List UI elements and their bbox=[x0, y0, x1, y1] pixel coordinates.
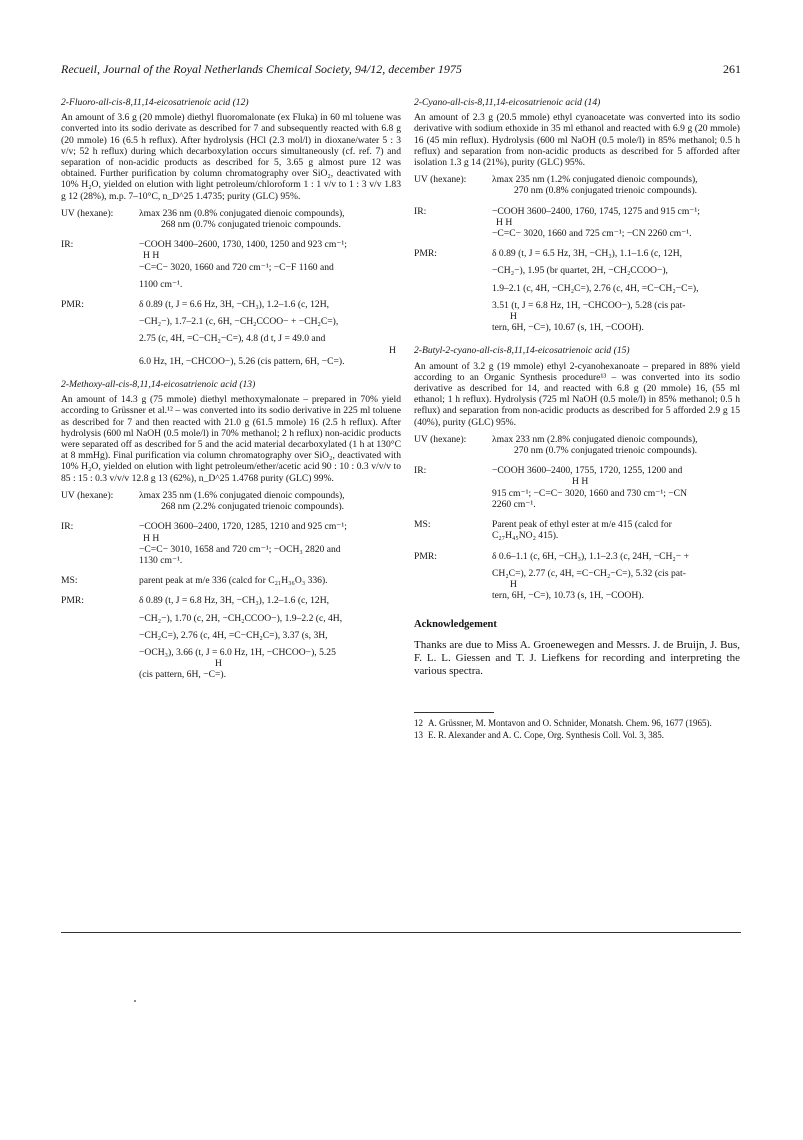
footnote-text: E. R. Alexander and A. C. Cope, Org. Synthesis Coll. Vol. 3, 385. bbox=[428, 729, 665, 740]
ir-line: −COOH 3600–2400, 1760, 1745, 1275 and 915 cm⁻¹; bbox=[492, 205, 700, 217]
ms-label: MS: bbox=[61, 575, 78, 587]
uv-label: UV (hexane): bbox=[61, 207, 114, 219]
pmr-label: PMR: bbox=[414, 248, 437, 260]
ir-line: 915 cm⁻¹; −C=C− 3020, 1660 and 730 cm⁻¹; −CN bbox=[492, 487, 688, 499]
ir-line: −COOH 3600–2400, 1720, 1285, 1210 and 925 cm⁻¹; bbox=[139, 521, 347, 533]
pmr-label: PMR: bbox=[414, 550, 437, 562]
ir-line: −COOH 3400–2600, 1730, 1400, 1250 and 923 cm⁻¹; bbox=[139, 239, 347, 251]
section-title: 2-Cyano-all-cis-8,11,14-eicosatrienoic acid (14) bbox=[414, 97, 601, 108]
pmr-line: 3.51 (t, J = 6.8 Hz, 1H, −CHCOO−), 5.28 (cis pat- bbox=[492, 299, 686, 311]
footnote-number: 12 bbox=[414, 717, 423, 728]
section-compound-15 bbox=[414, 345, 740, 601]
ir-line: H H bbox=[496, 216, 513, 228]
procedure-text: An amount of 3.2 g (19 mmole) ethyl 2-cyanohexanoate – prepared in 88% yield according to an Organic Synthesis procedure¹³ – was converted into its sodio derivative as described for 14, and reacted with 6.8 g (20 mmole) 16, (55 ml ethanol; 1 h reflux). Hydrolysis (725 ml NaOH (0.5 mole/l) in 85% methanol; 0.5 h reflux) and separation from non-acidic products as described for 5 afforded 2.9 g 15 (40%), purity (GLC) 95%. bbox=[414, 360, 740, 428]
footnote-divider bbox=[414, 712, 494, 713]
pmr-line: H bbox=[215, 658, 222, 670]
pmr-row bbox=[414, 551, 740, 602]
uv-label: UV (hexane): bbox=[414, 433, 467, 445]
ir-label: IR: bbox=[414, 205, 427, 217]
pmr-line: −OCH₃), 3.66 (t, J = 6.0 Hz, 1H, −CHCOO−), 5.25 bbox=[139, 646, 336, 658]
ir-label: IR: bbox=[414, 465, 427, 477]
uv-line: 270 nm (0.7% conjugated trienoic compounds). bbox=[514, 445, 698, 457]
pmr-line: −CH₂−), 1.7–2.1 (c, 6H, −CH₂CCOO− + −CH₂C=), bbox=[139, 316, 339, 328]
pmr-line: −CH₂−), 1.70 (c, 2H, −CH₂CCOO−), 1.9–2.2 (c, 4H, bbox=[139, 612, 343, 624]
pmr-line: H bbox=[389, 344, 396, 356]
section-compound-13 bbox=[61, 379, 401, 680]
procedure-text: An amount of 14.3 g (75 mmole) diethyl methoxymalonate – prepared in 70% yield according to Grüssner et al.¹² – was converted into its sodio derivative in 225 ml toluene as described for 7 and then reacted with 21.0 g (61.5 mmole) 16 (2.5 h reflux). After hydrolysis (600 ml NaOH (0.5 mole/l) in 70% methanol; 2 h reflux) non-acidic products were separated off as described for 5 and the acid material decarboxylated (1 h at 130°C at 8 mmHg). Final purification via column chromatography over SiO₂, deactivated with 10% H₂O, yielded on elution with light petroleum/ether/acetic acid 90 : 10 : 0.3 v/v/v to 85 : 15 : 0.3 v/v/v 12.8 g 13 (62%), n_D^25 1.4768 purity (GLC) 99%. bbox=[61, 394, 401, 484]
ms-line: Parent peak of ethyl ester at m/e 415 (calcd for bbox=[492, 519, 672, 531]
ms-row bbox=[61, 575, 401, 586]
ms-line: parent peak at m/e 336 (calcd for C₂₁H₃₆O₃ 336). bbox=[139, 575, 328, 587]
pmr-line: 6.0 Hz, 1H, −CHCOO−), 5.26 (cis pattern, 6H, −C=). bbox=[139, 355, 345, 367]
ms-label: MS: bbox=[414, 519, 431, 531]
ms-line: C₂₇H₄₅NO₂ 415). bbox=[492, 530, 559, 542]
left-column bbox=[61, 97, 401, 693]
uv-label: UV (hexane): bbox=[61, 489, 114, 501]
pmr-line: δ 0.89 (t, J = 6.5 Hz, 3H, −CH₃), 1.1–1.6 (c, 12H, bbox=[492, 248, 683, 260]
ir-line: −C=C− 3010, 1658 and 720 cm⁻¹; −OCH₃ 2820 and bbox=[139, 543, 341, 555]
section-title: 2-Fluoro-all-cis-8,11,14-eicosatrienoic acid (12) bbox=[61, 97, 249, 108]
footnote bbox=[414, 718, 740, 729]
page-bottom-rule bbox=[61, 932, 741, 933]
footnote-number: 13 bbox=[414, 729, 423, 740]
right-column bbox=[414, 97, 740, 742]
pmr-row bbox=[414, 248, 740, 333]
uv-row bbox=[414, 174, 740, 196]
page-header bbox=[61, 62, 741, 78]
section-compound-14 bbox=[414, 97, 740, 333]
pmr-label: PMR: bbox=[61, 595, 84, 607]
pmr-row bbox=[61, 299, 401, 367]
procedure-text: An amount of 2.3 g (20.5 mmole) ethyl cyanoacetate was converted into its sodio derivative with sodium ethoxide in 35 ml ethanol and reacted with 6.9 g (20 mmole) 16 (45 min reflux). Hydrolysis (600 ml NaOH (0.5 mole/l) in 85% methanol; 0.5 h reflux) and separation from non-acidic products as described for 5 afforded after isolation 1.3 g 14 (21%), purity (GLC) 95%. bbox=[414, 112, 740, 169]
journal-title: Recueil, Journal of the Royal Netherlands Chemical Society, 94/12, december 1975 bbox=[61, 62, 462, 76]
acknowledgement-title: Acknowledgement bbox=[414, 619, 497, 631]
ir-line: H H bbox=[143, 532, 160, 544]
ir-line: H H bbox=[572, 476, 589, 488]
pmr-label: PMR: bbox=[61, 299, 84, 311]
uv-line: λmax 233 nm (2.8% conjugated dienoic compounds), bbox=[492, 433, 698, 445]
ir-line: −C=C− 3020, 1660 and 725 cm⁻¹; −CN 2260 cm⁻¹. bbox=[492, 228, 692, 240]
pmr-line: (cis pattern, 6H, −C=). bbox=[139, 669, 227, 681]
uv-line: 270 nm (0.8% conjugated trienoic compounds). bbox=[514, 185, 698, 197]
page-number: 261 bbox=[723, 62, 741, 76]
uv-row bbox=[61, 208, 401, 230]
ir-row bbox=[61, 521, 401, 566]
ms-row bbox=[414, 519, 740, 541]
pmr-line: δ 0.6–1.1 (c, 6H, −CH₃), 1.1–2.3 (c, 24H, −CH₂− + bbox=[492, 550, 689, 562]
uv-row bbox=[61, 490, 401, 512]
uv-row bbox=[414, 434, 740, 456]
pmr-line: CH₂C=), 2.77 (c, 4H, =C−CH₂−C=), 5.32 (cis pat- bbox=[492, 567, 686, 579]
section-compound-12 bbox=[61, 97, 401, 367]
uv-line: λmax 235 nm (1.2% conjugated dienoic compounds), bbox=[492, 174, 698, 186]
pmr-line: 1.9–2.1 (c, 4H, −CH₂C=), 2.76 (c, 4H, =C−CH₂−C=), bbox=[492, 282, 699, 294]
spectral-data bbox=[414, 434, 740, 601]
ir-label: IR: bbox=[61, 239, 74, 251]
pmr-line: δ 0.89 (t, J = 6.6 Hz, 3H, −CH₃), 1.2–1.6 (c, 12H, bbox=[139, 299, 330, 311]
pmr-line: H bbox=[510, 578, 517, 590]
spectral-data bbox=[414, 174, 740, 333]
acknowledgement-text: Thanks are due to Miss A. Groenewegen and Messrs. J. de Bruijn, J. Bus, F. L. L. Giessen and T. J. Liefkens for recording and interpreting the various spectra. bbox=[414, 638, 740, 677]
uv-line: λmax 235 nm (1.6% conjugated dienoic compounds), bbox=[139, 489, 345, 501]
pmr-line: 2.75 (c, 4H, =C−CH₂−C=), 4.8 (d t, J = 49.0 and bbox=[139, 333, 326, 345]
uv-line: λmax 236 nm (0.8% conjugated dienoic compounds), bbox=[139, 207, 345, 219]
spectral-data bbox=[61, 208, 401, 367]
section-title: 2-Butyl-2-cyano-all-cis-8,11,14-eicosatrienoic acid (15) bbox=[414, 345, 630, 357]
ir-row bbox=[414, 465, 740, 510]
footnote bbox=[414, 730, 740, 741]
uv-label: UV (hexane): bbox=[414, 174, 467, 186]
pmr-row bbox=[61, 595, 401, 680]
ir-line: −COOH 3600–2400, 1755, 1720, 1255, 1200 and bbox=[492, 465, 683, 477]
spectral-data bbox=[61, 490, 401, 681]
acknowledgement-section bbox=[414, 619, 740, 677]
ir-row bbox=[414, 206, 740, 240]
pmr-line: −CH₂C=), 2.76 (c, 4H, =C−CH₂C=), 3.37 (s, 3H, bbox=[139, 629, 328, 641]
pmr-line: tern, 6H, −C=), 10.73 (s, 1H, −COOH). bbox=[492, 590, 644, 602]
ir-line: 1100 cm⁻¹. bbox=[139, 278, 183, 290]
pmr-line: H bbox=[510, 311, 517, 323]
uv-line: 268 nm (0.7% conjugated trienoic compounds. bbox=[161, 219, 341, 231]
section-title: 2-Methoxy-all-cis-8,11,14-eicosatrienoic acid (13) bbox=[61, 379, 256, 391]
ir-label: IR: bbox=[61, 521, 74, 533]
pmr-line: −CH₂−), 1.95 (br quartet, 2H, −CH₂CCOO−), bbox=[492, 265, 668, 277]
ir-line: 1130 cm⁻¹. bbox=[139, 554, 183, 566]
ir-line: H H bbox=[143, 250, 160, 262]
ir-row bbox=[61, 239, 401, 290]
uv-line: 268 nm (2.2% conjugated trienoic compounds). bbox=[161, 501, 345, 513]
ir-line: −C=C− 3020, 1660 and 720 cm⁻¹; −C−F 1160 and bbox=[139, 261, 334, 273]
pmr-line: δ 0.89 (t, J = 6.8 Hz, 3H, −CH₃), 1.2–1.6 (c, 12H, bbox=[139, 595, 330, 607]
pmr-line: tern, 6H, −C=), 10.67 (s, 1H, −COOH). bbox=[492, 322, 644, 334]
procedure-text: An amount of 3.6 g (20 mmole) diethyl fluoromalonate (ex Fluka) in 60 ml toluene was converted into its sodio derivate as described for 7 and subsequently reacted with 6.8 g (20 mmole) 16 (6.5 h reflux). After hydrolysis (HCl (2.3 mol/l) in dioxane/water 5 : 3 v/v; 52 h reflux) during which decarboxylation occurs simultaneously (cf. ref. 7) and separation of non-acidic products as described for 5, 3.65 g almost pure 12 was obtained. Further purification by column chromatography over SiO₂, deactivated with 10% H₂O, yielded on elution with light petroleum/chloroform 1 : 1 v/v to 1 : 3 v/v 1.83 g 12 (28%), m.p. 7–10°C, n_D^25 1.4735; purity (GLC) 95%. bbox=[61, 112, 401, 202]
footnote-text: A. Grüssner, M. Montavon and O. Schnider, Monatsh. Chem. 96, 1677 (1965). bbox=[428, 717, 712, 728]
scan-speck bbox=[134, 1000, 136, 1002]
ir-line: 2260 cm⁻¹. bbox=[492, 498, 536, 510]
